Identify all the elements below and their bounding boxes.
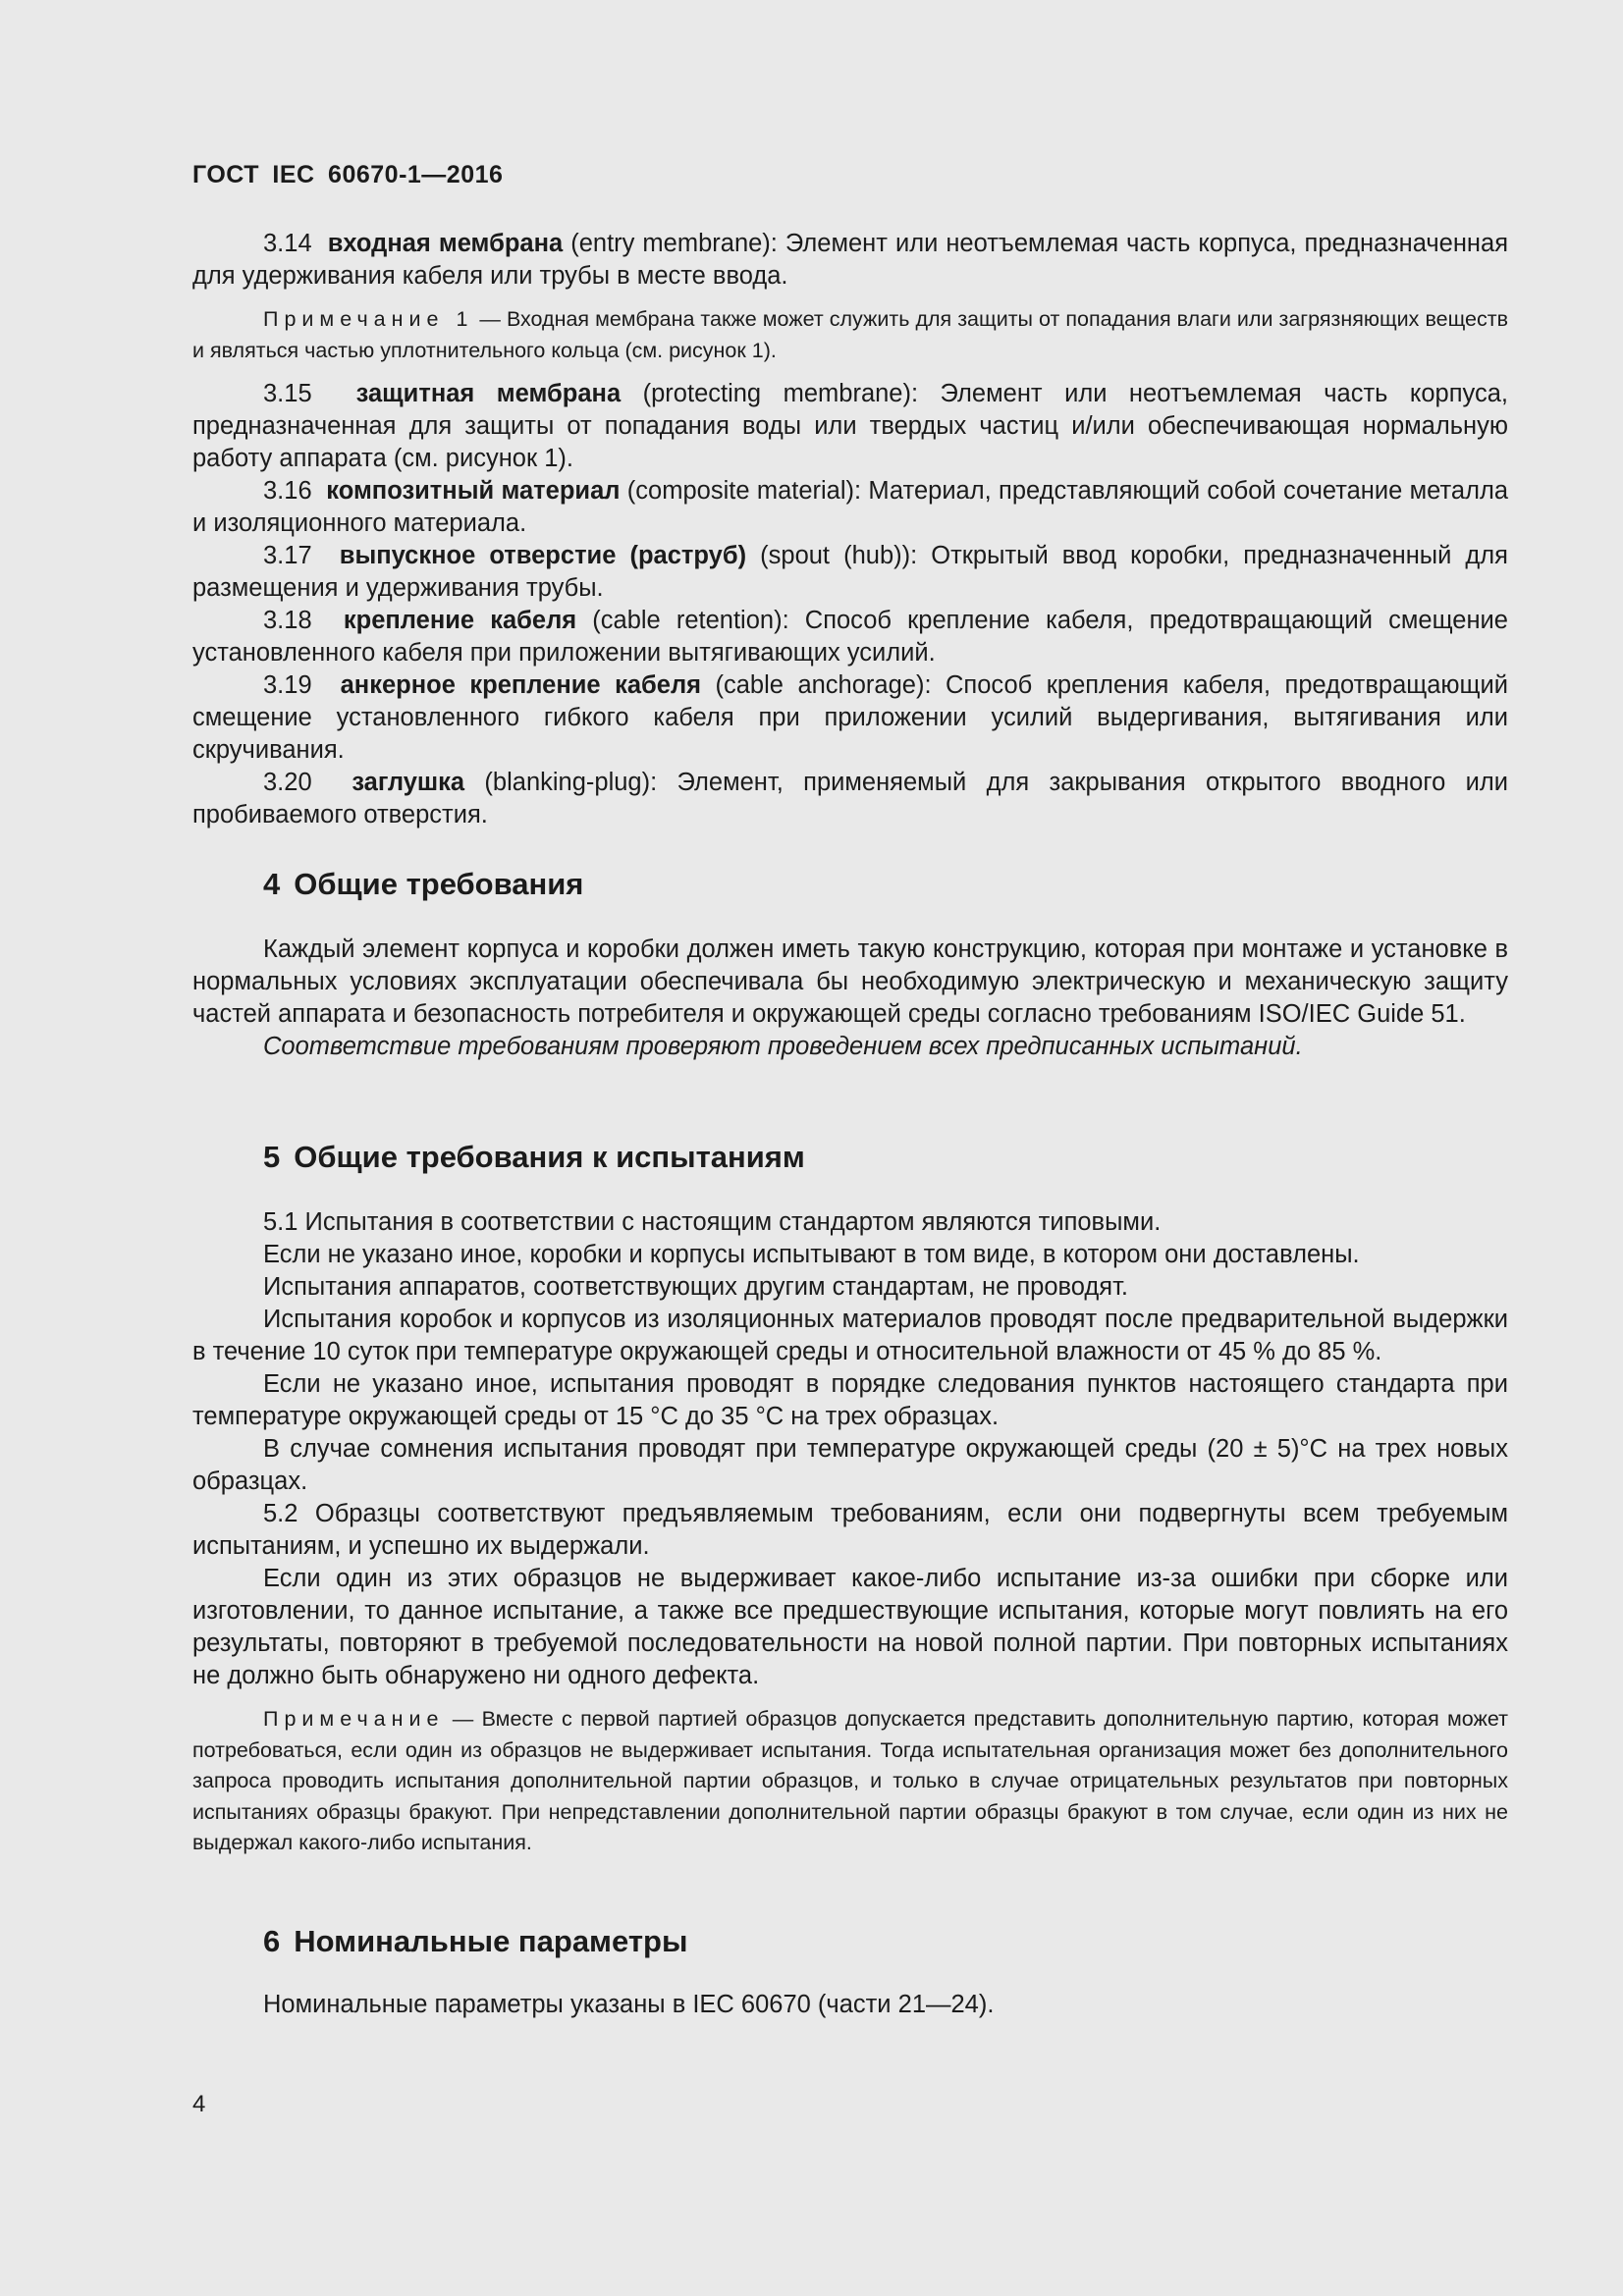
note-text: — Вместе с первой партией образцов допускается представить дополнительную партию, которая может потребоваться, если один из образцов не выдерживает испытания. Тогда испытательная организация может без дополнительного запроса проводить испытания дополнительной партии образцов, и только в случае отрицательных результатов при повторных испытаниях образцы бракуют. При непредставлении дополнительной партии образцы бракуют в том случае, если один из них не выдержал какого-либо испытания.	[192, 1707, 1508, 1854]
term: анкерное крепление кабеля	[340, 671, 702, 699]
definition-3-14	[192, 228, 1508, 293]
note-label: Примечание	[263, 1707, 445, 1731]
document-header: ГОСТ IEC 60670-1—2016	[192, 161, 504, 188]
definition-text: (entry membrane): Элемент или неотъемлемая часть корпуса, предназначенная для удерживания кабеля или трубы в месте ввода.	[192, 230, 1508, 290]
section-5-paragraph: Испытания коробок и корпусов из изоляционных материалов проводят после предварительной выдержки в течение 10 суток при температуре окружающей среды и относительной влажности от 45 % до 85 %.	[192, 1306, 1508, 1365]
term: входная мембрана	[327, 230, 564, 257]
clause-number: 3.15	[263, 380, 312, 407]
section-number: 6	[263, 1923, 281, 1958]
definition-3-15	[192, 378, 1508, 475]
section-5-heading	[192, 1138, 1508, 1177]
section-5-paragraph: 5.2 Образцы соответствуют предъявляемым требованиям, если они подвергнуты всем требуемым испытаниям, и успешно их выдержали.	[192, 1500, 1508, 1560]
section-5-paragraph: Если не указано иное, коробки и корпусы испытывают в том виде, в котором они доставлены.	[263, 1241, 1360, 1268]
note-label: Примечание 1	[263, 307, 474, 331]
section-title: Общие требования к испытаниям	[294, 1140, 805, 1174]
section-5-paragraph: Если один из этих образцов не выдерживает какое-либо испытание из-за ошибки при сборке или изготовлении, то данное испытание, а также все предшествующие испытания, которые могут повлиять на его результаты, повторяют в требуемой последовательности на новой полной партии. При повторных испытаниях не должно быть обнаружено ни одного дефекта.	[192, 1565, 1508, 1689]
section-number: 4	[263, 867, 281, 901]
definition-text: (blanking-plug): Элемент, применяемый для закрывания открытого вводного или пробиваемого отверстия.	[192, 769, 1508, 828]
section-4-paragraph: Каждый элемент корпуса и коробки должен иметь такую конструкцию, которая при монтаже и установке в нормальных условиях эксплуатации обеспечивала бы необходимую электрическую и механическую защиту частей аппарата и безопасность потребителя и окружающей среды согласно требованиям ISO/IEC Guide 51.	[192, 935, 1508, 1028]
definition-text: (composite material): Материал, представляющий собой сочетание металла и изоляционного материала.	[192, 477, 1509, 537]
section-4-heading	[192, 865, 1508, 904]
section-number: 5	[263, 1140, 281, 1174]
clause-number: 3.18	[263, 607, 312, 634]
term: защитная мембрана	[355, 380, 622, 407]
section-title: Номинальные параметры	[294, 1923, 688, 1958]
definition-text: (cable anchorage): Способ крепления кабеля, предотвращающий смещение установленного гибкого кабеля при приложении усилий выдергивания, вытягивания или скручивания.	[192, 671, 1509, 764]
section-5-note	[192, 1704, 1508, 1859]
definition-text: (cable retention): Способ крепление кабеля, предотвращающий смещение установленного кабеля при приложении вытягивающих усилий.	[192, 607, 1508, 667]
term: выпускное отверстие (раструб)	[339, 542, 747, 569]
clause-number: 3.20	[263, 769, 312, 796]
document-body	[192, 228, 1508, 2021]
term: заглушка	[352, 769, 465, 796]
note-1	[192, 304, 1508, 366]
clause-number: 3.16	[263, 477, 312, 505]
term: крепление кабеля	[343, 607, 577, 634]
note-text: — Входная мембрана также может служить для защиты от попадания влаги или загрязняющих веществ и являться частью уплотнительного кольца (см. рисунок 1).	[192, 307, 1509, 362]
section-5-paragraph: В случае сомнения испытания проводят при температуре окружающей среды (20 ± 5)°С на трех новых образцах.	[192, 1435, 1508, 1495]
section-6-heading	[192, 1922, 1508, 1961]
clause-number: 3.14	[263, 230, 312, 257]
definition-3-16	[192, 475, 1508, 540]
definition-text: (spout (hub)): Открытый ввод коробки, предназначенный для размещения и удерживания трубы.	[192, 542, 1508, 602]
definition-3-19	[192, 669, 1508, 767]
definition-3-18	[192, 605, 1508, 669]
section-4-compliance: Соответствие требованиям проверяют проведением всех предписанных испытаний.	[263, 1033, 1303, 1060]
section-5-paragraph: Если не указано иное, испытания проводят в порядке следования пунктов настоящего стандарта при температуре окружающей среды от 15 °С до 35 °С на трех образцах.	[192, 1370, 1508, 1430]
clause-number: 3.17	[263, 542, 312, 569]
page-number: 4	[192, 2091, 206, 2117]
section-title: Общие требования	[294, 867, 584, 901]
clause-number: 3.19	[263, 671, 312, 699]
term: композитный материал	[326, 477, 621, 505]
definition-3-20	[192, 767, 1508, 831]
section-5-paragraph: 5.1 Испытания в соответствии с настоящим стандартом являются типовыми.	[263, 1208, 1162, 1236]
section-6-paragraph: Номинальные параметры указаны в IEC 60670 (части 21—24).	[263, 1990, 995, 2018]
definition-3-17	[192, 540, 1508, 605]
definition-text: (protecting membrane): Элемент или неотъемлемая часть корпуса, предназначенная для защиты от попадания воды или твердых частиц и/или обеспечивающая нормальную работу аппарата (см. рисунок 1).	[192, 380, 1508, 472]
section-5-paragraph: Испытания аппаратов, соответствующих другим стандартам, не проводят.	[263, 1273, 1129, 1301]
